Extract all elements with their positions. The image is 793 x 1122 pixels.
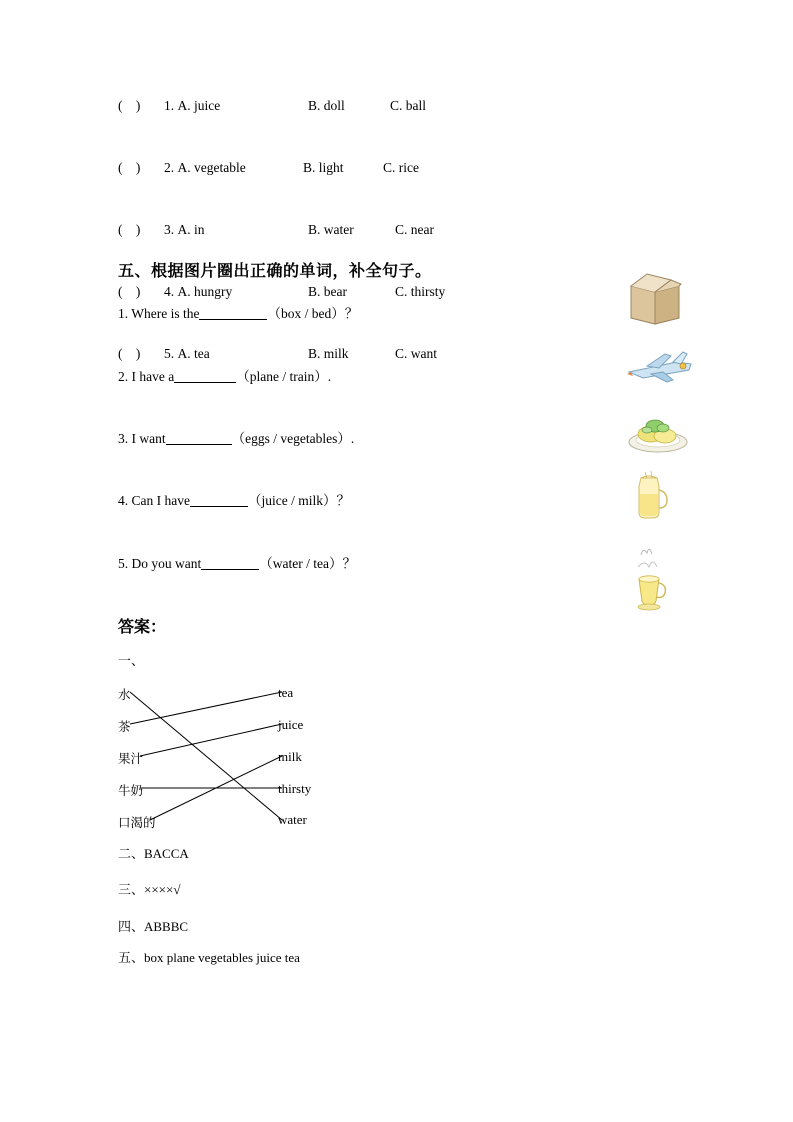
cardboard-box-image	[625, 270, 685, 331]
match-left-item: 茶	[118, 719, 131, 734]
answer-paren[interactable]: ( )	[118, 284, 146, 299]
juice-jug-image	[625, 468, 673, 529]
answer-paren[interactable]: ( )	[118, 160, 146, 175]
fill-item-4	[118, 489, 350, 509]
option-c[interactable]: C. rice	[383, 160, 419, 175]
item-number: 4.	[164, 284, 175, 299]
answer-paren[interactable]: ( )	[118, 222, 146, 237]
item-number: 5.	[164, 346, 175, 361]
sentence-suffix: （plane / train）.	[236, 369, 332, 384]
answers-line-two: 二、BACCA	[118, 846, 189, 861]
option-b[interactable]: B. light	[303, 160, 344, 175]
answers-section-one-label: 一、	[118, 653, 145, 668]
fill-item-2	[118, 365, 331, 385]
match-right-item: water	[278, 812, 307, 827]
option-a[interactable]: A. juice	[177, 98, 221, 113]
answer-blank[interactable]	[174, 369, 236, 383]
item-number: 1.	[164, 98, 175, 113]
match-right-item: thirsty	[278, 781, 312, 796]
sentence-suffix: （eggs / vegetables）.	[231, 431, 355, 446]
sentence-prefix: 2. I have a	[118, 369, 175, 384]
sentence-suffix: （juice / milk）？	[247, 493, 350, 508]
option-a[interactable]: A. vegetable	[177, 160, 246, 175]
option-b[interactable]: B. doll	[308, 98, 345, 113]
option-c[interactable]: C. near	[395, 222, 434, 237]
answer-blank[interactable]	[199, 306, 267, 320]
match-left-item: 口渴的	[118, 815, 156, 830]
option-a[interactable]: A. hungry	[177, 284, 233, 299]
sentence-suffix: （water / tea）？	[259, 556, 356, 571]
match-left-item: 牛奶	[118, 783, 144, 798]
tea-cup-image	[625, 545, 673, 616]
item-number: 3.	[164, 222, 175, 237]
option-b[interactable]: B. water	[308, 222, 354, 237]
sentence-prefix: 5. Do you want	[118, 556, 202, 571]
answer-blank[interactable]	[201, 556, 259, 570]
section5-heading: 五、根据图片圈出正确的单词，补全句子。	[118, 261, 432, 280]
sentence-prefix: 4. Can I have	[118, 493, 190, 508]
option-a[interactable]: A. in	[177, 222, 205, 237]
sentence-prefix: 3. I want	[118, 431, 166, 446]
option-c[interactable]: C. ball	[390, 98, 426, 113]
airplane-image	[625, 344, 695, 397]
answers-line-five: 五、box plane vegetables juice tea	[118, 950, 300, 965]
answers-line-three: 三、××××√	[118, 882, 181, 897]
item-number: 2.	[164, 160, 175, 175]
match-right-item: tea	[278, 685, 294, 700]
sentence-suffix: （box / bed）？	[267, 306, 359, 321]
answer-blank[interactable]	[190, 493, 248, 507]
match-right-item: milk	[278, 749, 302, 764]
answers-line-four: 四、ABBBC	[118, 919, 189, 934]
match-left-item: 水	[118, 687, 131, 702]
answers-heading: 答案：	[118, 617, 167, 636]
option-c[interactable]: C. thirsty	[395, 284, 446, 299]
answer-blank[interactable]	[166, 431, 232, 445]
option-b[interactable]: B. bear	[308, 284, 347, 299]
answer-paren[interactable]: ( )	[118, 346, 146, 361]
vegetable-plate-image	[625, 410, 691, 461]
fill-item-5	[118, 552, 356, 572]
match-left-item: 果汁	[118, 751, 144, 766]
answer-paren[interactable]: ( )	[118, 98, 146, 113]
fill-item-3	[118, 427, 354, 447]
table-row	[118, 160, 638, 191]
table-row	[118, 222, 638, 253]
match-right-item: juice	[278, 717, 304, 732]
sentence-prefix: 1. Where is the	[118, 306, 200, 321]
option-b[interactable]: B. milk	[308, 346, 349, 361]
option-a[interactable]: A. tea	[177, 346, 210, 361]
table-row	[118, 98, 638, 129]
fill-item-1	[118, 302, 358, 322]
option-c[interactable]: C. want	[395, 346, 437, 361]
